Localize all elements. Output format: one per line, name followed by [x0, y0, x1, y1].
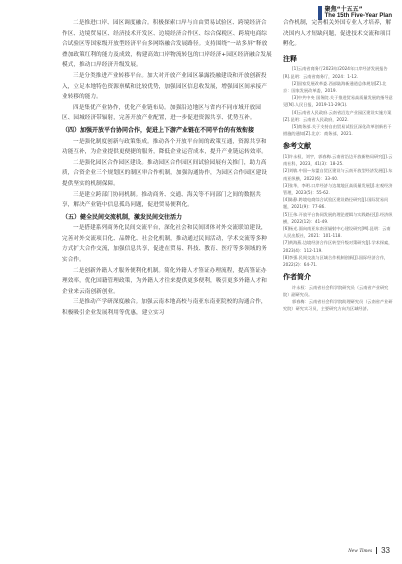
reference-item: [7]黄海燕.边境经济合作区转型升级对策研究[J].学术探索，2023(4)：112-119. — [283, 240, 393, 253]
author-bio: 郭春梅：云南省社会科学院助理研究员（云南省产业研究院）研究实习员，主要研究方向为区域经济。 — [283, 299, 393, 312]
page-number: 33 — [381, 546, 390, 555]
section-heading: （四）加强开放平台协同合作，促进上下游产业链在不同平台的有效衔接 — [62, 126, 255, 134]
paragraph-continuation: 合作机制，完善相关外国专业人才培养，解决国内人才短缺问题，促进技术交流和项目孵化。 — [283, 20, 392, 48]
note-item: [4]云南省人民政府.云南省沿边产业园区建设实施方案[Z].昆明：云南省人民政府，2022. — [283, 109, 392, 122]
page-footer — [348, 546, 390, 555]
paragraph: 三是分类推进产业转移平台。加大对开放产业园区暴露投融建设和开放创新投入，立足本地特色资源禀赋和比较优势，加强园区信息收发展，增强园区间承接产业转移的能力。 — [62, 72, 267, 101]
header-title-en: The 15th Five-Year Plan — [324, 13, 392, 19]
references-heading: 参考文献 — [283, 142, 311, 151]
section-heading: （五）健全民间交流机制，激发民间交往活力 — [62, 213, 183, 221]
reference-item: [2]刘敏.中国—东盟自贸区建设与云南开放型经济发展[J].东南亚纵横，2022(6)：33-40. — [283, 168, 393, 181]
reference-item: [6]杨光.面向南亚东南亚辐射中心建设研究[M].昆明：云南人民出版社，2021：101-118. — [283, 226, 391, 239]
note-item: [3]中共中央 国务院.关于推进贸易高质量发展的指导意见[N].人民日报，2019-11-29(1). — [283, 95, 393, 108]
author-bio: 许永权：云南省社会科学院研究员（云南省产业研究院）副研究员。 — [283, 284, 389, 298]
notes-heading: 注释 — [283, 54, 297, 63]
right-column — [283, 18, 393, 313]
header-title-cn: 聚焦“十五五” — [324, 6, 363, 13]
paragraph: 一是强化制度创新与政策集成。推动各个开放平台间的政策互通，资源共享和功能互补，为企业提供更便捷的服务，降低企业运营成本，提升产业链运转效率。 — [62, 138, 267, 156]
reference-item: [4]陈静.跨境电商综合试验区建设路径研究[J].国际贸易问题，2021(9)：77-86. — [283, 197, 389, 210]
note-item: [2]国家发展改革委.西部陆海新通道总体规划[Z].北京：国家发展改革委，2019. — [283, 80, 387, 93]
paragraph: 二是推进口岸、园区调度融合。积极探索口岸与自由贸易试验区、跨境经济合作区、边境贸易区、经济技术开发区、边境经济合作区、综合保税区、跨境电商综合试验区等国家级开放型经济平台多网络融合发展路径。支持围绕“一站多屏”释放叠加政策红利的能力及成效，构建高效口岸物流转包的口岸经济+园区经济融合发展模式，推动口岸经济升级发展。 — [62, 20, 272, 69]
paragraph: 二是强化园区合作园区建设。推动园区合作园区间试验园展有关推门，助力高质，合资企业三个规划区的制区审合作机制，加强沟通协作，为园区合作园区建设提供坚实的机制保障。 — [62, 159, 267, 187]
author-heading: 作者简介 — [283, 273, 311, 282]
note-item: [5]商务部.关于支持自由贸易试验区深化改革创新若干措施的通知[Z].北京：商务部，2021. — [283, 124, 392, 137]
note-item: [1]云南省商务厅2023年/2024年口岸经济发展报告[R].昆明：云南省商务厅，2024：1-12. — [283, 66, 388, 79]
magazine-brand: New Times — [348, 547, 373, 554]
left-column — [62, 18, 272, 319]
paragraph: 一是搭建系列商务化民间交流平台，深化社会和民间团体对外交流联谊建设，完善对外交流项目化、品牌化、社会化机制，推动通过民间活动，学术交流等多种方式扩大合作交流，加强信息共享，促进在贸易、科技、教育、医疗等多领域的务实合作。 — [62, 225, 267, 264]
footer-divider — [376, 547, 377, 554]
reference-item: [8]李强.民间交流与区域合作机制创新[J].国际经济合作，2022(2)：64-71. — [283, 254, 389, 268]
reference-item: [5]王伟.开放平台协同发展的理论逻辑与实践路径[J].经济纵横，2022(12)：41-49. — [283, 211, 393, 224]
paragraph: 三是建立跨部门协同机制。推动商务、交通、海关等不同部门之间的数据共享，解决产业链中信息孤岛问题，促进贸易便利化。 — [62, 191, 261, 209]
paragraph: 三是推动产学研深度融合。加强云南本地高校与南亚东南亚院校的沟通合作，积极吸引企业发展利用等优惠，建立实习 — [62, 299, 267, 317]
paragraph: 二是创新外籍人才服务便利化机制。简化外籍人才签证办理流程，提高签证办理效率，优化国籍管理政策，为外籍人才往来提供更多便利，吸引更多外籍人才和企业来云南创新创业。 — [62, 267, 267, 295]
reference-item: [1]许永权，刘宇，郭春梅.云南省沿边开放新格局研究[J].云南社科，2023，41(3)：18-25. — [283, 154, 393, 167]
paragraph: 四是集优产业协作，优化产业链布局。加强沿边地区与省内不同市域开放园区、园城经济带辐射，完善开放产业配置，进一步促进资源共享、优势互补。 — [62, 104, 261, 122]
reference-item: [3]张华，李明.口岸经济与边境地区高质量发展[J].宏观经济管理，2023(5)：55-62. — [283, 182, 393, 196]
